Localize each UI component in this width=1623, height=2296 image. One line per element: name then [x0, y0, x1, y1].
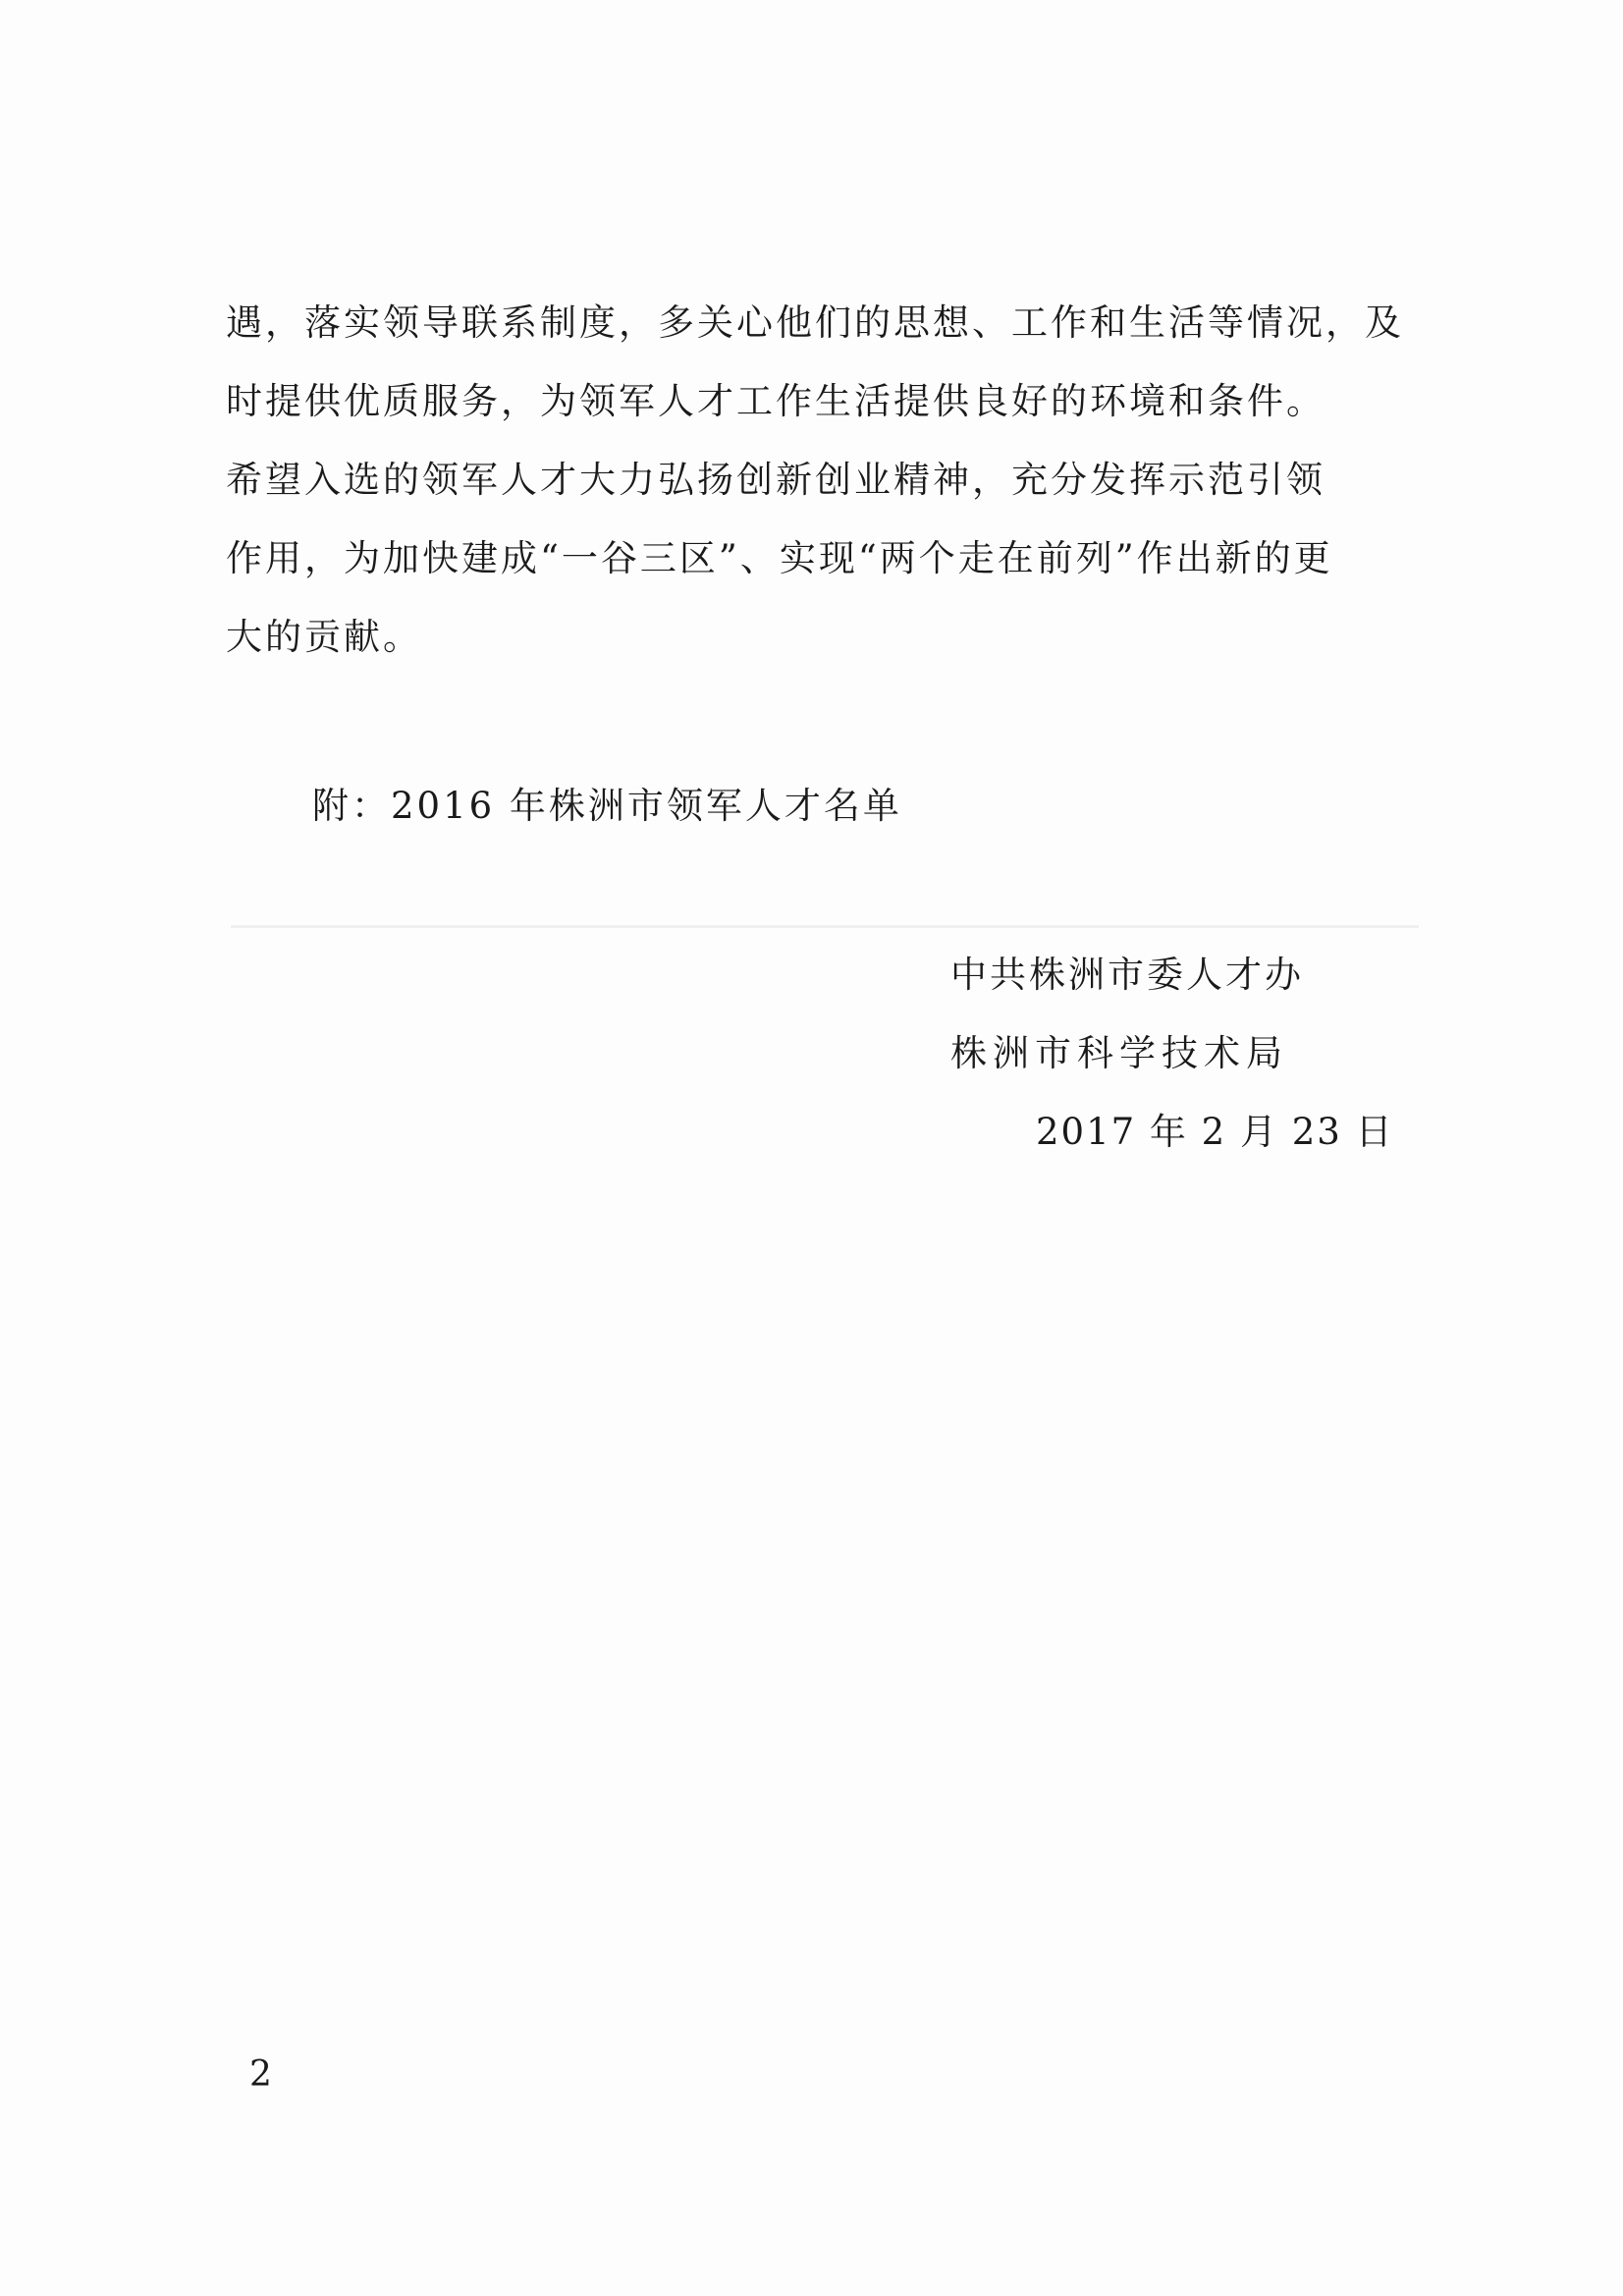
- paragraph-line-4: 作用，为加快建成“一谷三区”、实现“两个走在前列”作出新的更: [226, 537, 1333, 579]
- signer-talent-office: 中共株洲市委人才办: [950, 954, 1304, 996]
- page-number: 2: [249, 2054, 272, 2095]
- paragraph-line-1: 遇，落实领导联系制度，多关心他们的思想、工作和生活等情况，及: [226, 301, 1404, 344]
- bleed-through-rule: [231, 925, 1419, 928]
- issue-date: 2017 年 2 月 23 日: [1036, 1111, 1394, 1153]
- paragraph-line-3: 希望入选的领军人才大力弘扬创新创业精神，充分发挥示范引领: [226, 459, 1325, 501]
- attachment-note: 附：2016 年株洲市领军人才名单: [312, 785, 902, 827]
- paragraph-line-2: 时提供优质服务，为领军人才工作生活提供良好的环境和条件。: [226, 380, 1325, 422]
- paragraph-line-5: 大的贡献。: [226, 616, 422, 658]
- signer-science-bureau: 株洲市科学技术局: [950, 1032, 1288, 1074]
